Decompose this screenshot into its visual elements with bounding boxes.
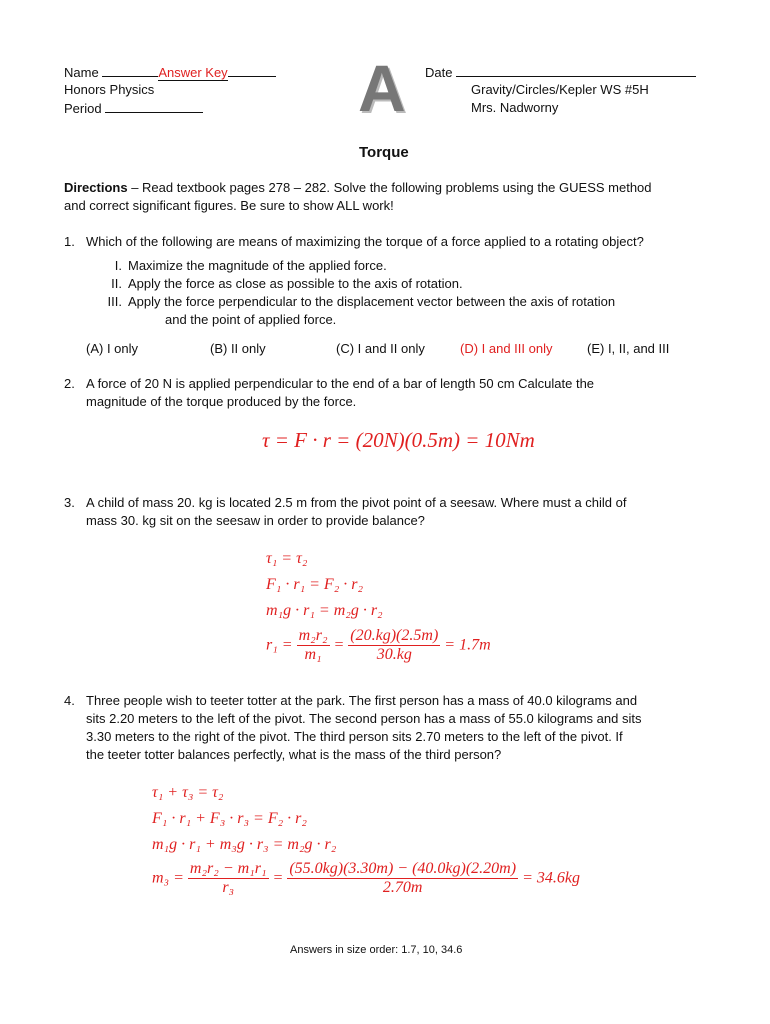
name-value: Answer Key — [158, 65, 228, 80]
date-field: Date — [425, 64, 696, 80]
q1-item-2: II. Apply the force as close as possible to the axis of rotation. — [111, 276, 463, 291]
q3-line2: mass 30. kg sit on the seesaw in order to provide balance? — [86, 513, 425, 528]
q3-step-2: F₁ · r₁ = F₂ · r₂ — [266, 576, 364, 593]
q1-item-1: I. Maximize the magnitude of the applied force. — [114, 258, 387, 273]
q2-line2: magnitude of the torque produced by the force. — [86, 394, 357, 409]
q4-step-3: m₁g · r₁ + m₃g · r₃ = m₂g · r₂ — [152, 836, 337, 853]
q3-step-3: m₁g · r₁ = m₂g · r₂ — [266, 602, 383, 619]
q1-choice-d: (D) I and III only — [460, 341, 553, 356]
question-2: 2. A force of 20 N is applied perpendicular to the end of a bar of length 50 cm Calculate the — [64, 376, 595, 391]
q1-item-3: III. Apply the force perpendicular to the displacement vector between the axis of rotation — [107, 294, 616, 309]
directions: Directions – Read textbook pages 278 – 282. Solve the following problems using the GUESS method — [64, 180, 652, 195]
teacher-name: Mrs. Nadworny — [471, 100, 559, 115]
page-title: Torque — [359, 144, 409, 161]
question-4: 4. Three people wish to teeter totter at the park. The first person has a mass of 40.0 kilograms and — [64, 693, 638, 708]
q2-answer: τ = F · r = (20N)(0.5m) = 10Nm — [262, 428, 535, 452]
q4-solution: m₃ = $\frac{\text{m₂r₂ − m₁r₁}}{\text{r₃}}$ = $\frac{(55.0kg)(3.30m) - (40.0kg)(2.20m)}{2.70m}$ = 34.6kg — [152, 860, 580, 896]
q1-choice-c: (C) I and II only — [336, 341, 425, 356]
q4-line4: the teeter totter balances perfectly, what is the mass of the third person? — [86, 747, 502, 762]
q1-item-3-cont: and the point of applied force. — [165, 312, 337, 327]
name-field — [64, 64, 276, 80]
q4-step-2: F₁ · r₁ + F₃ · r₃ = F₂ · r₂ — [152, 810, 307, 827]
q3-step-1: τ₁ = τ₂ — [266, 550, 308, 567]
answers-footer: Answers in size order: 1.7, 10, 34.6 — [290, 944, 463, 956]
q1-choice-e: (E) I, II, and III — [587, 341, 670, 356]
name-label: Name — [64, 65, 99, 80]
period-field: Period — [64, 100, 203, 116]
grade-letter: A — [358, 51, 406, 125]
class-label: Honors Physics — [64, 82, 155, 97]
question-3: 3. A child of mass 20. kg is located 2.5 m from the pivot point of a seesaw. Where must a child of — [64, 495, 627, 510]
question-1: 1. Which of the following are means of maximizing the torque of a force applied to a rotating object? — [64, 234, 644, 249]
q4-line2: sits 2.20 meters to the left of the pivot. The second person has a mass of 55.0 kilograms and sits — [86, 711, 642, 726]
q4-step-1: τ₁ + τ₃ = τ₂ — [152, 784, 224, 801]
worksheet-title: Gravity/Circles/Kepler WS #5H — [471, 82, 649, 97]
q4-line3: 3.30 meters to the right of the pivot. The third person sits 2.70 meters to the left of the pivot. If — [86, 729, 623, 744]
directions-line2: and correct significant figures. Be sure to show ALL work! — [64, 198, 394, 213]
q3-solution: r₁ = $\frac{\text{m₂r₂}}{\text{m₁}}$ = $\frac{(20.kg)(2.5m)}{30.kg}$ = 1.7m — [266, 627, 491, 663]
q1-choice-b: (B) II only — [210, 341, 266, 356]
q1-choice-a: (A) I only — [86, 341, 139, 356]
